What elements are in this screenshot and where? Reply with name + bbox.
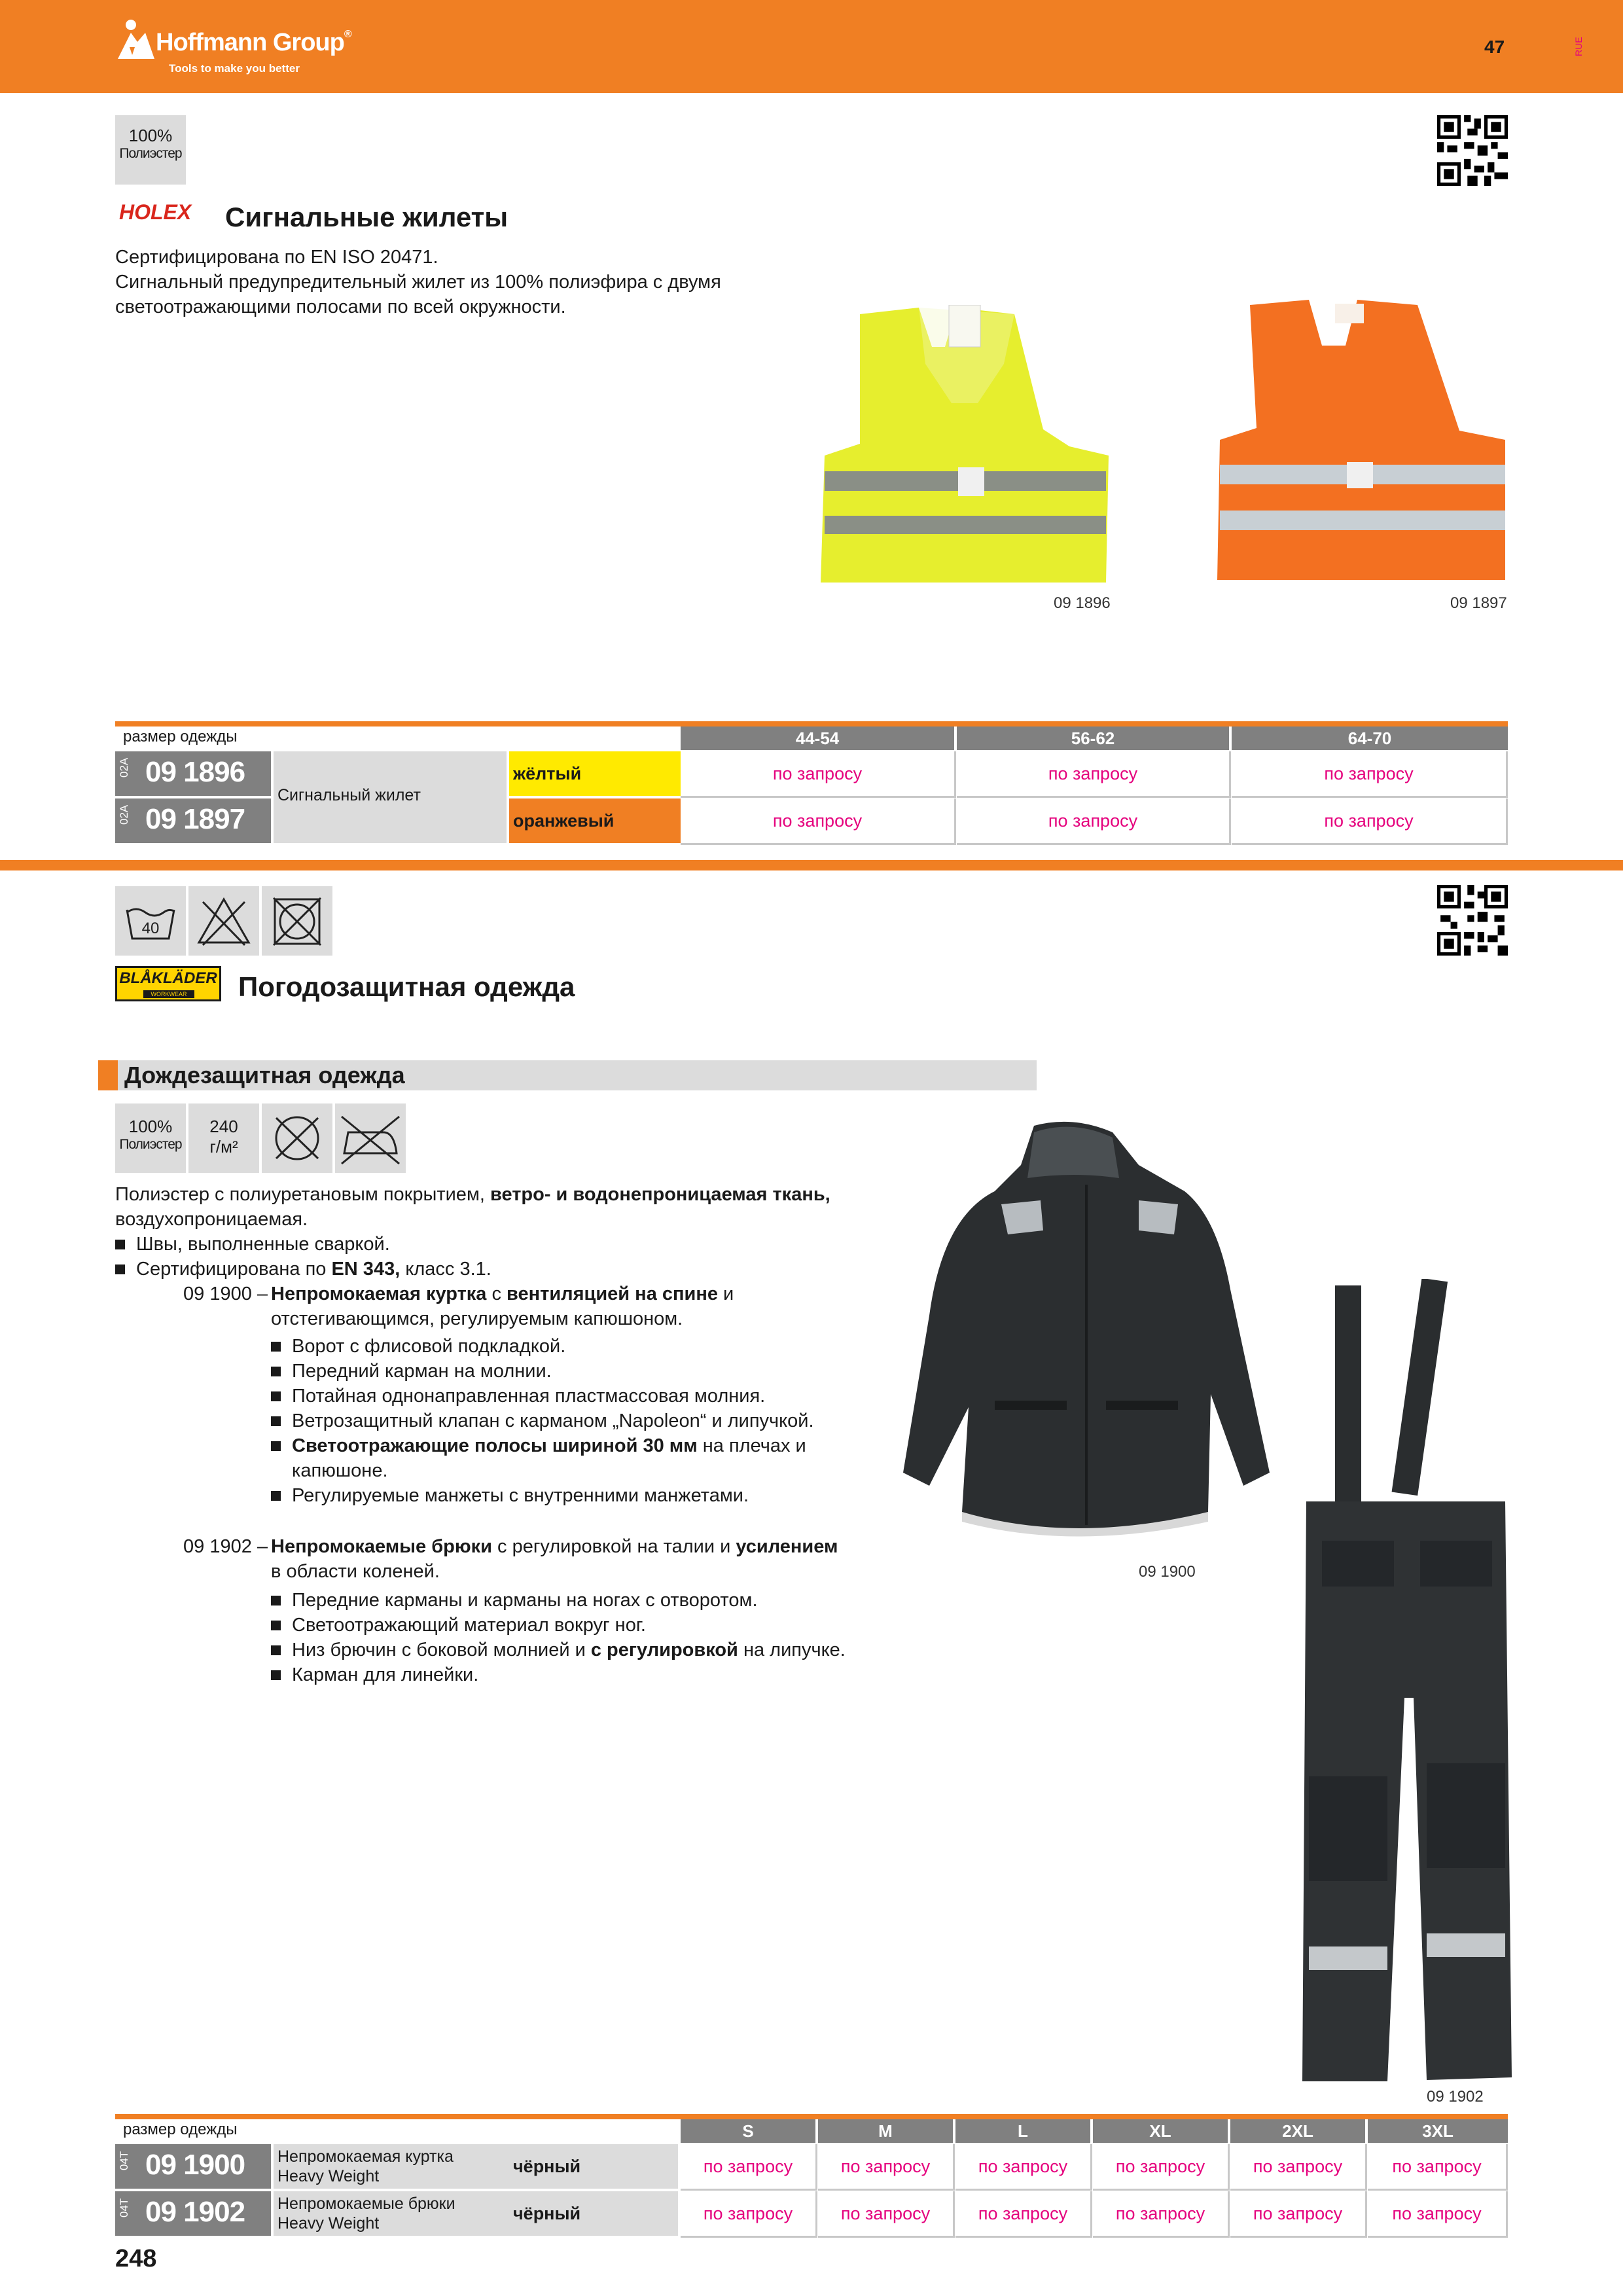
price-cell: по запросу [1230, 2191, 1367, 2238]
price-cell: по запросу [681, 2144, 817, 2191]
list-item: Швы, выполненные сваркой. [115, 1232, 927, 1257]
price-cell: по запросу [1368, 2191, 1508, 2238]
subheading-marker [98, 1060, 118, 1090]
section-title-vests: Сигнальные жилеты [225, 202, 508, 232]
brand-tagline: Tools to make you better [169, 62, 300, 75]
section-divider [0, 860, 1623, 870]
size-header: S [681, 2119, 815, 2143]
price-cell: по запросу [1368, 2144, 1508, 2191]
hoffmann-logo-icon [115, 18, 157, 62]
no-dry-clean-icon [262, 1103, 332, 1173]
section-title-weather: Погодозащитная одежда [238, 971, 575, 1002]
price-cell: по запросу [818, 2191, 955, 2238]
color-yellow: жёлтый [509, 751, 682, 796]
weight-badge: 240 г/м² [188, 1103, 259, 1173]
rain-jacket-image [903, 1119, 1270, 1551]
qr-code-icon [1437, 115, 1508, 186]
color-orange: оранжевый [509, 798, 682, 843]
table-row: 02A 09 1897 [115, 798, 271, 843]
pants-features [271, 1588, 991, 1687]
size-header: L [955, 2119, 1090, 2143]
subheading-rainwear: Дождезащитная одежда [124, 1062, 405, 1088]
size-header: M [818, 2119, 953, 2143]
blaklader-logo: BLÅKLÄDER WORKWEAR [115, 966, 221, 1001]
table-top-line [115, 2114, 1508, 2119]
wash-40-icon [115, 886, 186, 956]
item-description: Непромокаемые брюки Heavy Weight чёрный [274, 2191, 678, 2236]
pants-article-ref: 09 1902 – [183, 1536, 268, 1557]
article-number: 09 1900 [145, 2149, 245, 2181]
price-cell: по запросу [681, 751, 956, 798]
size-header: 3XL [1368, 2119, 1508, 2143]
table-row: 04T 09 1900 [115, 2144, 271, 2189]
jacket-features [271, 1334, 991, 1508]
list-item: Передний карман на молнии. [271, 1359, 991, 1384]
list-item: Потайная однонаправленная пластмассовая молния. [271, 1384, 991, 1408]
qr-code-icon [1437, 885, 1508, 956]
holex-logo: HOLEX [119, 200, 192, 224]
size-header: 56-62 [957, 726, 1229, 750]
price-cell: по запросу [1232, 798, 1508, 845]
table-row: 04T 09 1902 [115, 2191, 271, 2236]
material-badge: 100% Полиэстер [115, 1103, 186, 1173]
price-cell: по запросу [1232, 751, 1508, 798]
vest-description: Сертифицирована по EN ISO 20471. Сигнальный предупредительный жилет из 100% полиэфира с двумя светоотражающими полосами по всей окружности. [115, 247, 721, 317]
price-cell: по запросу [955, 2144, 1092, 2191]
no-tumble-dry-icon [262, 886, 332, 956]
price-cell: по запросу [1093, 2191, 1230, 2238]
size-header: 2XL [1230, 2119, 1365, 2143]
article-number: 09 1897 [145, 803, 245, 835]
list-item: Передние карманы и карманы на ногах с отворотом. [271, 1588, 991, 1613]
size-header: 44-54 [681, 726, 954, 750]
article-number: 09 1902 [145, 2196, 245, 2228]
size-header: 64-70 [1232, 726, 1508, 750]
caption-jacket: 09 1900 [1139, 1563, 1196, 1581]
price-cell: по запросу [1230, 2144, 1367, 2191]
list-item: Ветрозащитный клапан с карманом „Napoleon“ и липучкой. [271, 1408, 991, 1433]
list-item: Светоотражающий материал вокруг ног. [271, 1613, 991, 1638]
price-cell: по запросу [957, 751, 1231, 798]
rain-pants-image [1289, 1279, 1525, 2084]
list-item: Ворот с флисовой подкладкой. [271, 1334, 991, 1359]
price-cell: по запросу [957, 798, 1231, 845]
rainwear-intro: Полиэстер с полиуретановым покрытием, ветро- и водонепроницаемая ткань, воздухопроницаемая. [115, 1184, 830, 1230]
no-bleach-icon [188, 886, 259, 956]
item-description: Сигнальный жилет [274, 751, 507, 843]
size-header: XL [1093, 2119, 1228, 2143]
list-item: Светоотражающие полосы шириной 30 мм на плечах и капюшоне. [271, 1433, 991, 1483]
no-iron-icon [335, 1103, 406, 1173]
brand-name: Hoffmann Group® [156, 29, 351, 56]
rainwear-bullets [115, 1232, 927, 1282]
price-cell: по запросу [1093, 2144, 1230, 2191]
catalog-page-number: 47 [1484, 37, 1505, 57]
orange-vest-image [1217, 300, 1509, 580]
size-label: размер одежды [123, 728, 238, 745]
item-description: Непромокаемая куртка Heavy Weight чёрный [274, 2144, 678, 2189]
language-code: RUE [1573, 37, 1584, 56]
caption-vest-yellow: 09 1896 [1054, 594, 1111, 612]
yellow-vest-image [821, 305, 1114, 583]
jacket-title: Непромокаемая куртка с вентиляцией на спине и отстегивающимся, регулируемым капюшоном. [271, 1283, 734, 1329]
list-item: Сертифицирована по EN 343, класс 3.1. [115, 1257, 927, 1282]
table-top-line [115, 721, 1508, 726]
price-cell: по запросу [955, 2191, 1092, 2238]
price-cell: по запросу [818, 2144, 955, 2191]
pants-title: Непромокаемые брюки с регулировкой на талии и усилением в области коленей. [271, 1536, 838, 1582]
list-item: Регулируемые манжеты с внутренними манжетами. [271, 1483, 991, 1508]
caption-pants: 09 1902 [1427, 2088, 1484, 2106]
list-item: Низ брючин с боковой молнией и с регулировкой на липучке. [271, 1638, 991, 1662]
caption-vest-orange: 09 1897 [1450, 594, 1507, 612]
size-label: размер одежды [123, 2121, 238, 2138]
jacket-article-ref: 09 1900 – [183, 1283, 268, 1304]
footer-page-number: 248 [115, 2245, 157, 2272]
price-cell: по запросу [681, 2191, 817, 2238]
material-badge: 100% Полиэстер [115, 115, 186, 185]
svg-text:40: 40 [141, 920, 160, 937]
article-number: 09 1896 [145, 756, 245, 788]
table-row: 02A 09 1896 [115, 751, 271, 796]
list-item: Карман для линейки. [271, 1662, 991, 1687]
price-cell: по запросу [681, 798, 956, 845]
